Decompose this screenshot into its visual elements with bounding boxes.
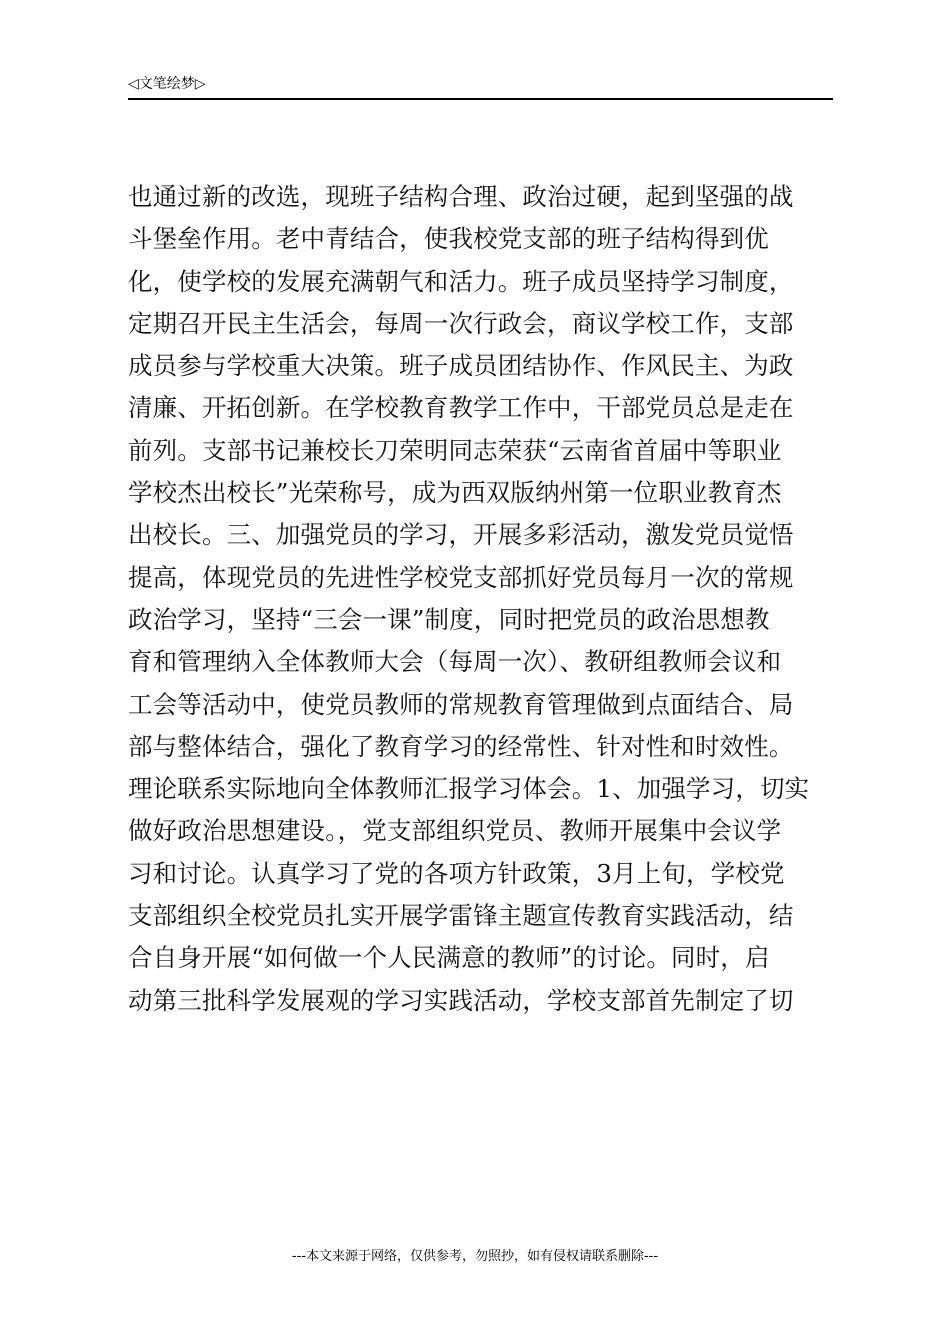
body-line: 工会等活动中，使党员教师的常规教育管理做到点面结合、局 [128, 689, 794, 719]
header-title: ◁文笔绘梦▷ [128, 76, 206, 92]
body-line: 学校杰出校长”光荣称号，成为西双版纳州第一位职业教育杰 [128, 478, 782, 508]
body-line: 部与整体结合，强化了教育学习的经常性、针对性和时效性。 [128, 731, 794, 761]
page-header [128, 72, 833, 100]
body-line: 化，使学校的发展充满朝气和活力。班子成员坚持学习制度， [128, 266, 794, 296]
body-line: 政治学习，坚持“三会一课”制度，同时把党员的政治思想教 [128, 604, 770, 634]
body-line: 做好政治思想建设。，党支部组织党员、教师开展集中会议学 [128, 816, 782, 846]
body-line: 理论联系实际地向全体教师汇报学习体会。1、加强学习，切实 [128, 774, 810, 804]
body-line: 育和管理纳入全体教师大会（每周一次）、教研组教师会议和 [128, 647, 782, 677]
body-line: 合自身开展“如何做一个人民满意的教师”的讨论。同时，启 [128, 943, 770, 973]
body-line: 也通过新的改选，现班子结构合理、政治过硬，起到坚强的战 [128, 182, 794, 211]
body-line: 成员参与学校重大决策。班子成员团结协作、作风民主、为政 [128, 351, 794, 381]
document-body [128, 176, 833, 1022]
body-line: 前列。支部书记兼校长刀荣明同志荣获“云南省首届中等职业 [128, 435, 782, 465]
body-line: 定期召开民主生活会，每周一次行政会，商议学校工作，支部 [128, 308, 794, 338]
footer-disclaimer: ---本文来源于网络，仅供参考，勿照抄，如有侵权请联系删除--- [291, 1249, 659, 1264]
body-line: 清廉、开拓创新。在学校教育教学工作中，干部党员总是走在 [128, 393, 794, 423]
body-line: 习和讨论。认真学习了党的各项方针政策，3月上旬，学校党 [128, 858, 785, 888]
body-line: 出校长。三、加强党员的学习，开展多彩活动，激发党员觉悟 [128, 520, 794, 550]
body-line: 斗堡垒作用。老中青结合，使我校党支部的班子结构得到优 [128, 224, 769, 254]
body-line: 动第三批科学发展观的学习实践活动，学校支部首先制定了切 [128, 985, 794, 1015]
body-line: 提高，体现党员的先进性学校党支部抓好党员每月一次的常规 [128, 562, 794, 592]
body-line: 支部组织全校党员扎实开展学雷锋主题宣传教育实践活动，结 [128, 901, 794, 931]
